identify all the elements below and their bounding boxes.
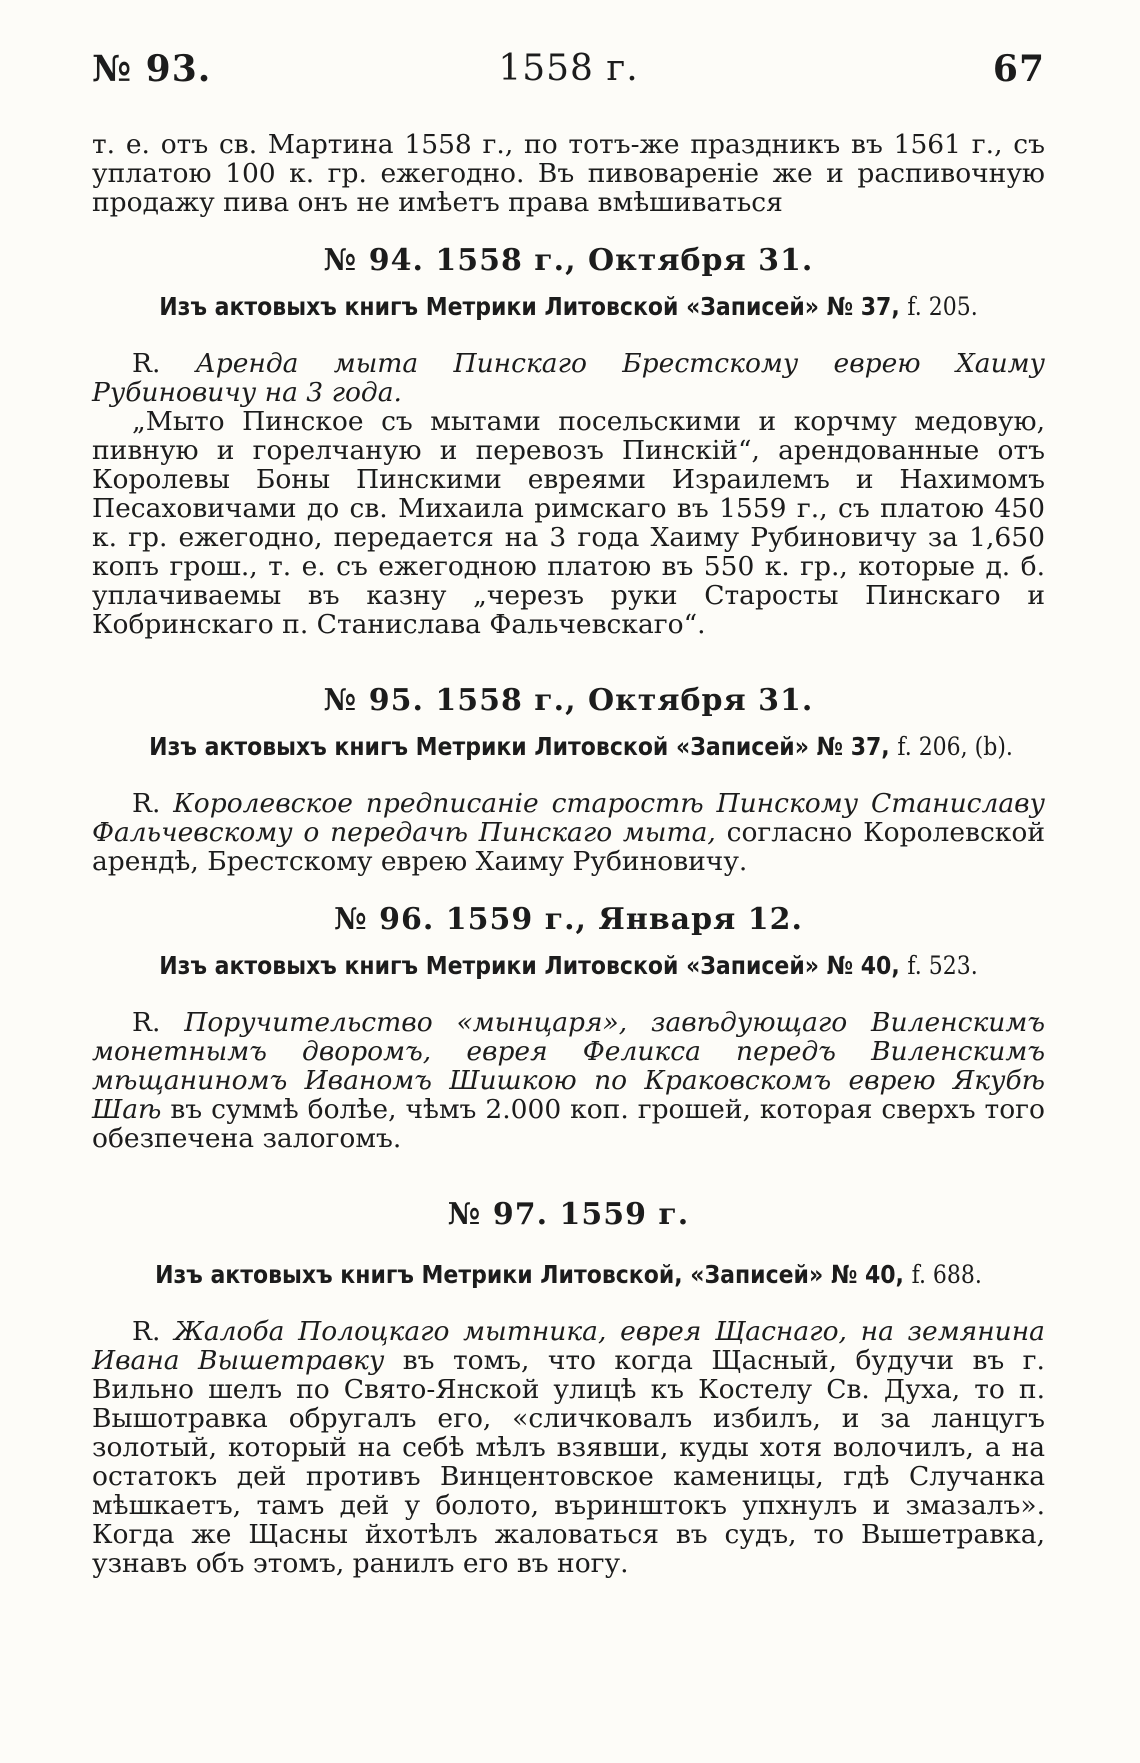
entry-source [149, 731, 1013, 763]
regest-mark: R. [132, 1007, 161, 1038]
source-folio: f. 688. [911, 1260, 982, 1289]
entry-title: № 97. 1559 г. [447, 1197, 690, 1232]
document-number: № 93. [92, 48, 212, 90]
source-folio: f. 206, (b). [897, 732, 1013, 761]
entry-summary-tail: въ суммѣ болѣе, чѣмъ 2.000 коп. грошей, которая сверхъ того обезпечена залогомъ. [92, 1094, 1045, 1154]
page-number: 67 [992, 48, 1045, 90]
entry-summary-tail: въ томъ, что когда Щасный, будучи въ г. Вильно шелъ по Свято-Янской улицѣ къ Костелу Св. Духа, то п. Вышотравка обругалъ его, «сличковалъ избилъ, и за ланцугъ золотый, который на себѣ мѣлъ взявши, куды хотя волочилъ, а на остатокъ дей противъ Винцентовское каменицы, гдѣ Случанка мѣшкаетъ, тамъ дей у болото, въринштокъ упхнулъ и змазалъ». Когда же Щасны йхотѣлъ жаловаться въ судъ, то Вышетравка, узнавъ объ этомъ, ранилъ его въ ногу. [92, 1345, 1045, 1579]
entry-95 [92, 683, 1045, 876]
entry-abstract: Поручительство «мынцаря», завѣдующаго Виленскимъ монетнымъ дворомъ, еврея Феликса передъ Виленскимъ мѣщаниномъ Иваномъ Шишкою по Краковскомъ еврею Якубѣ Шаѣ [92, 1007, 1045, 1125]
regest-mark: R. [132, 788, 161, 819]
regest-mark: R. [132, 348, 161, 379]
entry-source [149, 950, 988, 982]
page-year: 1558 г. [498, 48, 639, 89]
source-label: Изъ актовыхъ книгъ Метрики Литовской «Записей» № 37, [149, 732, 890, 761]
source-folio: f. 523. [907, 951, 978, 980]
entry-abstract: Аренда мыта Пинскаго Брестскому еврею Хаиму Рубиновичу на 3 года. [92, 348, 1045, 408]
source-folio: f. 205. [907, 292, 978, 321]
page-header [92, 48, 1045, 100]
entry-summary [92, 789, 1045, 876]
entry-body: „Мыто Пинское съ мытами посельскими и корчму медовую, пивную и горелчаную и перевозъ Пинскій“, арендованные отъ Королевы Боны Пинскими евреями Израилемъ и Нахимомъ Песаховичами до св. Михаила римскаго въ 1559 г., съ платою 450 к. гр. ежегодно, передается на 3 года Хаиму Рубиновичу за 1,650 копъ грош., т. е. съ ежегодною платою въ 550 к. гр., которые д. б. уплачиваемы въ казну „черезъ руки Старосты Пинскаго и Кобринскаго п. Станислава Фальчевскаго“. [92, 406, 1045, 640]
source-label: Изъ актовыхъ книгъ Метрики Литовской «Записей» № 40, [159, 951, 900, 980]
page-content [92, 130, 1045, 1578]
entry-94 [92, 243, 1045, 639]
entry-title: № 96. 1559 г., Января 12. [334, 902, 803, 937]
entry-title: № 94. 1558 г., Октября 31. [323, 243, 814, 278]
entry-abstract: Королевское предписаніе старостѣ Пинскому Станиславу Фальчевскому о передачѣ Пинскаго мыта, [92, 788, 1045, 848]
source-label: Изъ актовыхъ книгъ Метрики Литовской, «Записей» № 40, [155, 1260, 904, 1289]
continuation-paragraph: т. е. отъ св. Мартина 1558 г., по тотъ-же праздникъ въ 1561 г., съ уплатою 100 к. гр. ежегодно. Въ пивовареніе же и распивочную продажу пива онъ не имѣетъ права вмѣшиваться [92, 129, 1045, 218]
regest-mark: R. [132, 1316, 161, 1347]
entry-source [149, 1259, 988, 1291]
entry-summary [92, 1008, 1045, 1153]
entry-summary-tail: согласно Королевской арендѣ, Брестскому еврею Хаиму Рубиновичу. [92, 817, 1045, 877]
entry-summary [92, 1317, 1045, 1578]
entry-title: № 95. 1558 г., Октября 31. [323, 683, 814, 718]
source-label: Изъ актовыхъ книгъ Метрики Литовской «Записей» № 37, [159, 292, 900, 321]
entry-summary [92, 349, 1045, 407]
entry-96 [92, 902, 1045, 1153]
entry-source [149, 291, 988, 323]
entry-abstract: Жалоба Полоцкаго мытника, еврея Щаснаго, на земянина Ивана Вышетравку [92, 1316, 1045, 1376]
entry-97 [92, 1197, 1045, 1578]
